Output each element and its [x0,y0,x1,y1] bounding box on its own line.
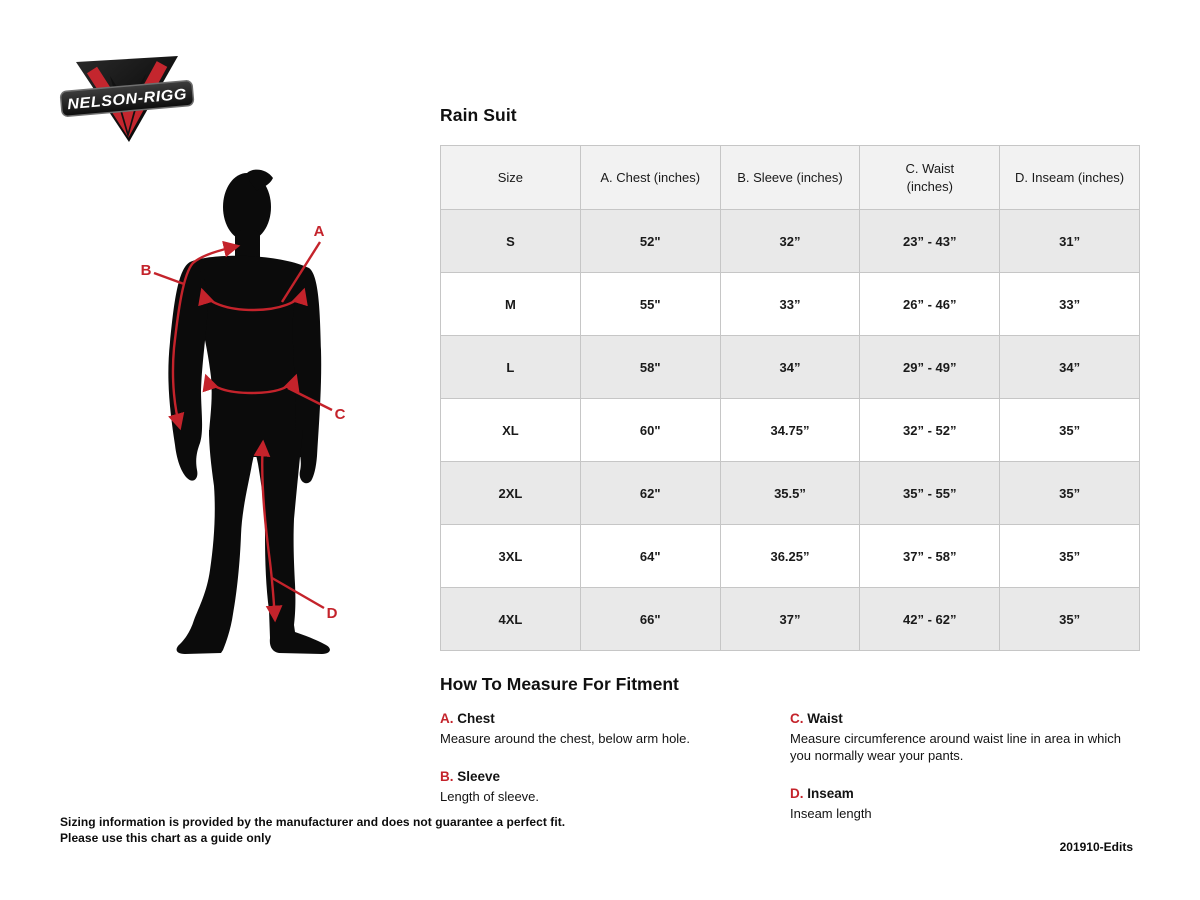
body-silhouette [168,170,330,654]
value-cell: 35” - 55” [860,462,1000,525]
value-cell: 35” [1000,462,1140,525]
size-cell: 2XL [441,462,581,525]
value-cell: 31” [1000,210,1140,273]
value-cell: 35” [1000,588,1140,651]
value-cell: 33” [1000,273,1140,336]
value-cell: 37” [720,588,860,651]
value-cell: 34” [720,336,860,399]
column-header-0: Size [441,146,581,210]
brand-name: NELSON-RIGG [66,86,180,114]
column-header-2: B. Sleeve (inches) [720,146,860,210]
value-cell: 32” [720,210,860,273]
value-cell: 52" [580,210,720,273]
value-cell: 62" [580,462,720,525]
value-cell: 33” [720,273,860,336]
size-table-container [440,145,1140,651]
figure-label-b: B [140,262,152,279]
measure-item-description: Measure circumference around waist line in area in which you normally wear your pants. [790,730,1121,763]
value-cell: 35.5” [720,462,860,525]
size-cell: XL [441,399,581,462]
value-cell: 66" [580,588,720,651]
measure-item-description: Length of sleeve. [440,788,540,804]
figure-label-c: C [334,406,346,423]
size-cell: S [441,210,581,273]
measure-item-description: Measure around the chest, below arm hole. [440,730,691,746]
value-cell: 58" [580,336,720,399]
value-cell: 34” [1000,336,1140,399]
measurement-figure [128,162,400,667]
size-table [440,145,1140,651]
page-title: Rain Suit [440,105,517,125]
size-cell: L [441,336,581,399]
figure-label-a: A [313,223,325,240]
table-row [441,273,1140,336]
measure-item-chest [440,710,790,747]
table-row [441,525,1140,588]
measure-item-letter: A. [440,711,458,726]
value-cell: 26” - 46” [860,273,1000,336]
measure-item-name: Inseam [807,786,854,802]
disclaimer-text [60,815,565,847]
value-cell: 35” [1000,399,1140,462]
measure-item-label [440,768,790,786]
howto-col-right [790,710,1145,843]
measure-item-label [790,785,1145,803]
size-cell: 4XL [441,588,581,651]
how-to-measure-heading: How To Measure For Fitment [440,674,679,694]
size-cell: 3XL [441,525,581,588]
measure-item-name: Waist [807,711,843,726]
measure-item-letter: B. [440,768,458,784]
table-row [441,462,1140,525]
measure-item-waist [790,710,1145,764]
value-cell: 60" [580,399,720,462]
table-row [441,336,1140,399]
value-cell: 32” - 52” [860,399,1000,462]
value-cell: 36.25” [720,525,860,588]
size-table-header-row [441,146,1140,210]
measure-item-sleeve [440,768,790,805]
table-row [441,588,1140,651]
measure-item-letter: C. [790,711,808,726]
measure-item-name: Sleeve [457,768,501,784]
measure-item-name: Chest [457,711,495,726]
value-cell: 34.75” [720,399,860,462]
value-cell: 37” - 58” [860,525,1000,588]
value-cell: 23” - 43” [860,210,1000,273]
column-header-3: C. Waist (inches) [860,146,1000,210]
measure-item-letter: D. [790,786,808,802]
size-cell: M [441,273,581,336]
column-header-4: D. Inseam (inches) [1000,146,1140,210]
figure-label-d: D [326,605,338,622]
logo-banner [60,80,194,116]
measure-item-label [790,710,1145,728]
measure-item-description: Inseam length [790,805,872,821]
measure-item-label [440,710,790,728]
column-header-1: A. Chest (inches) [580,146,720,210]
document-reference: 201910-Edits [1059,840,1133,854]
value-cell: 42” - 62” [860,588,1000,651]
disclaimer-line-1: Sizing information is provided by the manufacturer and does not guarantee a perfect fit. [60,815,566,829]
measure-item-inseam [790,785,1145,822]
label-b-leader [154,273,184,284]
disclaimer-line-2: Please use this chart as a guide only [60,830,272,845]
value-cell: 35” [1000,525,1140,588]
table-row [441,399,1140,462]
size-table-body [441,210,1140,651]
nelson-rigg-logo [58,46,196,156]
value-cell: 29” - 49” [860,336,1000,399]
table-row [441,210,1140,273]
value-cell: 55" [580,273,720,336]
value-cell: 64" [580,525,720,588]
